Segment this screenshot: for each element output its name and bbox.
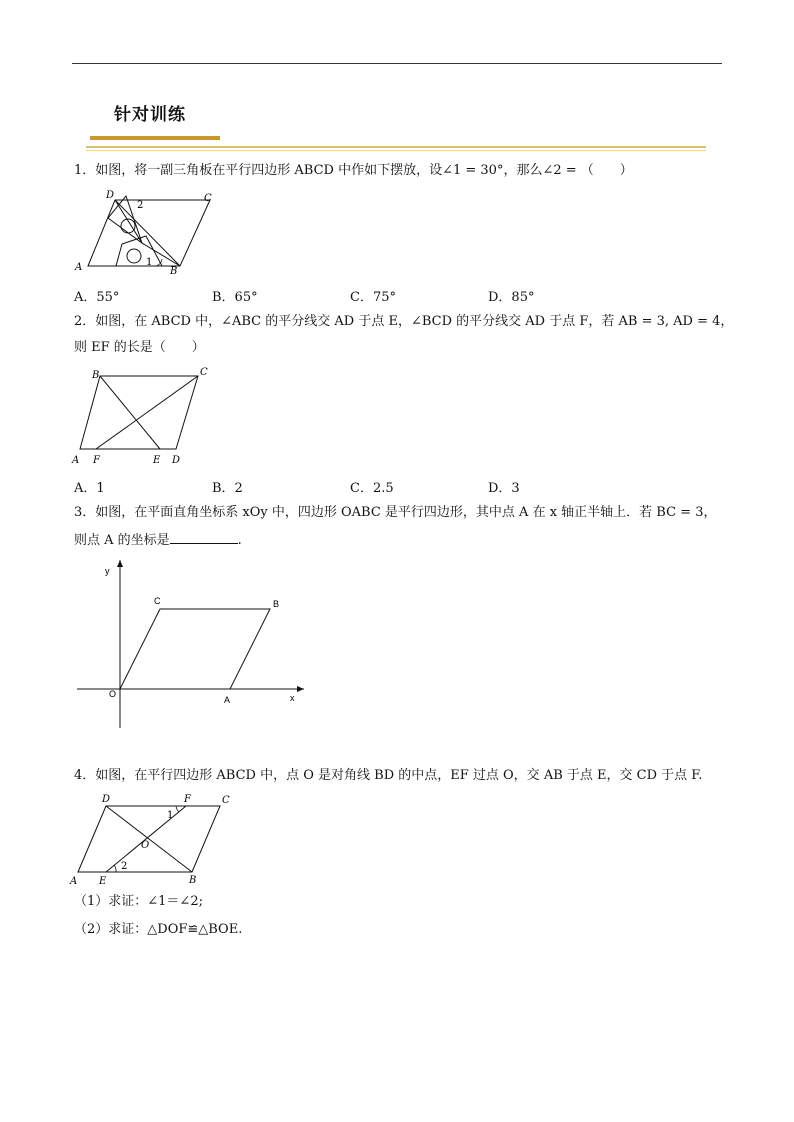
q4-label-F: F [184,794,191,805]
q1-label-B: B [170,266,178,277]
q4-label-O: O [141,840,150,851]
q1-label-angle-2: 2 [137,200,144,211]
question-1-figure [70,188,230,280]
question-4-figure [68,790,238,890]
q3-label-O: O [109,689,117,699]
q1-option-a: A．55° [74,290,120,305]
q4-label-angle-1: 1 [167,810,174,821]
q4-label-angle-2: 2 [121,861,128,872]
q4-label-E: E [99,876,107,887]
question-2-line-2: 则 EF 的长是（ ） [74,340,205,355]
q1-option-b: B．65° [212,290,258,305]
question-4-part-1: （1）求证：∠1＝∠2; [74,894,203,909]
title-underline-bar [90,136,220,140]
section-divider [86,146,706,148]
q4-label-B: B [189,875,197,886]
q2-option-d: D．3 [488,481,520,496]
question-4-text: 4．如图，在平行四边形 ABCD 中，点 O 是对角线 BD 的中点，EF 过点 O，交 AB 于点 E，交 CD 于点 F. [74,768,703,783]
question-2-figure [68,364,228,468]
q1-option-c: C．75° [350,290,396,305]
q4-label-D: D [102,794,111,805]
section-divider-thin [86,150,706,151]
top-rule [72,63,722,64]
question-1-text: 1．如图，将一副三角板在平行四边形 ABCD 中作如下摆放，设∠1 = 30°，那么∠2 = （ ） [74,163,633,178]
q4-label-C: C [222,795,230,806]
q2-label-E: E [153,455,161,466]
question-2-line-1: 2．如图，在 ABCD 中，∠ABC 的平分线交 AD 于点 E，∠BCD 的平分线交 AD 于点 F，若 AB = 3, AD = 4， [74,314,734,329]
q3-label-y: y [105,566,110,576]
q2-option-c: C．2.5 [350,481,394,496]
q1-label-C: C [204,193,212,204]
question-3-line-2 [74,531,242,549]
q2-option-b: B．2 [212,481,243,496]
q1-label-D: D [106,190,115,201]
q1-label-A: A [75,262,83,273]
question-3-line-1: 3．如图，在平面直角坐标系 xOy 中，四边形 OABC 是平行四边形，其中点 A 在 x 轴正半轴上．若 BC = 3， [74,505,717,520]
q3-label-C: C [154,596,161,606]
section-title: 针对训练 [114,105,186,125]
q2-label-D: D [172,455,181,466]
q3-answer-blank [170,531,238,544]
q3-prompt: 则点 A 的坐标是 [74,533,170,548]
q3-label-A: A [224,695,231,705]
q3-label-x: x [290,693,295,703]
question-3-figure [72,556,312,734]
q3-label-B: B [273,599,280,609]
q2-label-C: C [200,367,208,378]
q4-label-A: A [70,876,78,887]
q2-label-A: A [72,455,80,466]
q1-option-d: D．85° [488,290,535,305]
q2-label-B: B [92,370,100,381]
q3-period: . [237,533,242,548]
q2-label-F: F [93,455,100,466]
question-4-part-2: （2）求证：△DOF≌△BOE. [74,922,243,937]
q1-label-angle-1: 1 [146,257,153,268]
q2-option-a: A．1 [74,481,105,496]
